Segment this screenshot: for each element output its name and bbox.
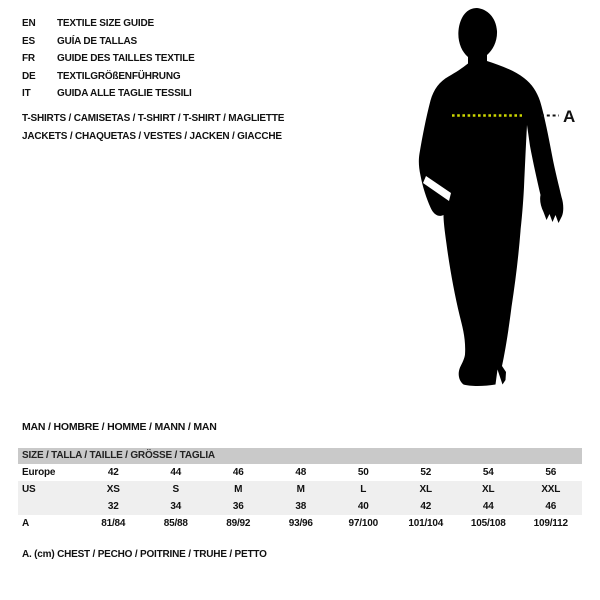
size-table-header: SIZE / TALLA / TAILLE / GRÖSSE / TAGLIA <box>18 448 582 464</box>
table-cell: 50 <box>357 467 369 478</box>
table-cell: 48 <box>295 467 307 478</box>
language-title-list <box>22 15 195 103</box>
table-cell: 40 <box>357 501 369 512</box>
table-cell: XL <box>419 484 432 495</box>
language-code: DE <box>22 70 36 82</box>
man-silhouette <box>419 8 563 386</box>
language-title: GUIDE DES TAILLES TEXTILE <box>57 53 195 64</box>
language-title: TEXTILE SIZE GUIDE <box>57 18 154 29</box>
row-label: A <box>22 518 30 529</box>
list-item <box>22 15 195 33</box>
table-cell: 109/112 <box>533 518 568 529</box>
table-cell: L <box>360 484 367 495</box>
table-cell: 105/108 <box>470 518 506 529</box>
language-code: IT <box>22 88 31 99</box>
table-cell: XS <box>106 484 120 495</box>
table-cell: 54 <box>482 467 494 478</box>
table-cell: 36 <box>232 501 244 512</box>
table-cell: 81/84 <box>101 518 126 529</box>
table-cell: XL <box>482 484 495 495</box>
table-row-numeric <box>18 498 582 515</box>
table-row-us <box>18 481 582 498</box>
table-cell: XXL <box>541 484 561 495</box>
table-cell: 56 <box>545 467 557 478</box>
list-item <box>22 85 195 103</box>
table-cell: M <box>234 484 243 495</box>
chest-footnote: A. (cm) CHEST / PECHO / POITRINE / TRUHE / PETTO <box>22 549 267 560</box>
list-item <box>22 68 195 86</box>
table-cell: 44 <box>482 501 494 512</box>
table-cell: 97/100 <box>348 518 378 529</box>
table-cell: 38 <box>295 501 307 512</box>
garment-line-jackets: JACKETS / CHAQUETAS / VESTES / JACKEN / GIACCHE <box>22 131 282 142</box>
garment-types <box>22 110 284 146</box>
table-cell: 42 <box>420 501 432 512</box>
table-cell: 32 <box>107 501 119 512</box>
table-cell: 93/96 <box>288 518 313 529</box>
man-silhouette-figure <box>400 0 600 420</box>
list-item <box>22 50 195 68</box>
table-cell: 34 <box>170 501 182 512</box>
table-row-a-chest <box>18 515 582 532</box>
table-cell: 46 <box>545 501 557 512</box>
table-cell: 44 <box>170 467 182 478</box>
language-code: ES <box>22 35 35 47</box>
measure-label-a: A <box>563 107 576 126</box>
garment-line-tshirts: T-SHIRTS / CAMISETAS / T-SHIRT / T-SHIRT / MAGLIETTE <box>22 113 285 124</box>
table-cell: 52 <box>420 467 432 478</box>
section-title-man: MAN / HOMBRE / HOMME / MANN / MAN <box>22 421 217 433</box>
language-code: FR <box>22 53 35 64</box>
language-code: EN <box>22 18 36 29</box>
table-row-europe <box>18 464 582 481</box>
table-cell: 89/92 <box>226 518 251 529</box>
row-label: US <box>22 484 36 495</box>
table-cell: S <box>172 484 179 495</box>
list-item <box>22 33 195 51</box>
row-label: Europe <box>22 467 56 478</box>
table-cell: 85/88 <box>163 518 188 529</box>
table-cell: 42 <box>107 467 119 478</box>
table-cell: M <box>296 484 305 495</box>
size-table <box>18 448 582 532</box>
language-title: GUÍA DE TALLAS <box>57 35 137 47</box>
language-title: TEXTILGRÖßENFÜHRUNG <box>57 70 181 82</box>
table-cell: 101/104 <box>408 518 444 529</box>
language-title: GUIDA ALLE TAGLIE TESSILI <box>57 88 192 99</box>
row-label <box>18 498 82 515</box>
table-cell: 46 <box>232 467 244 478</box>
